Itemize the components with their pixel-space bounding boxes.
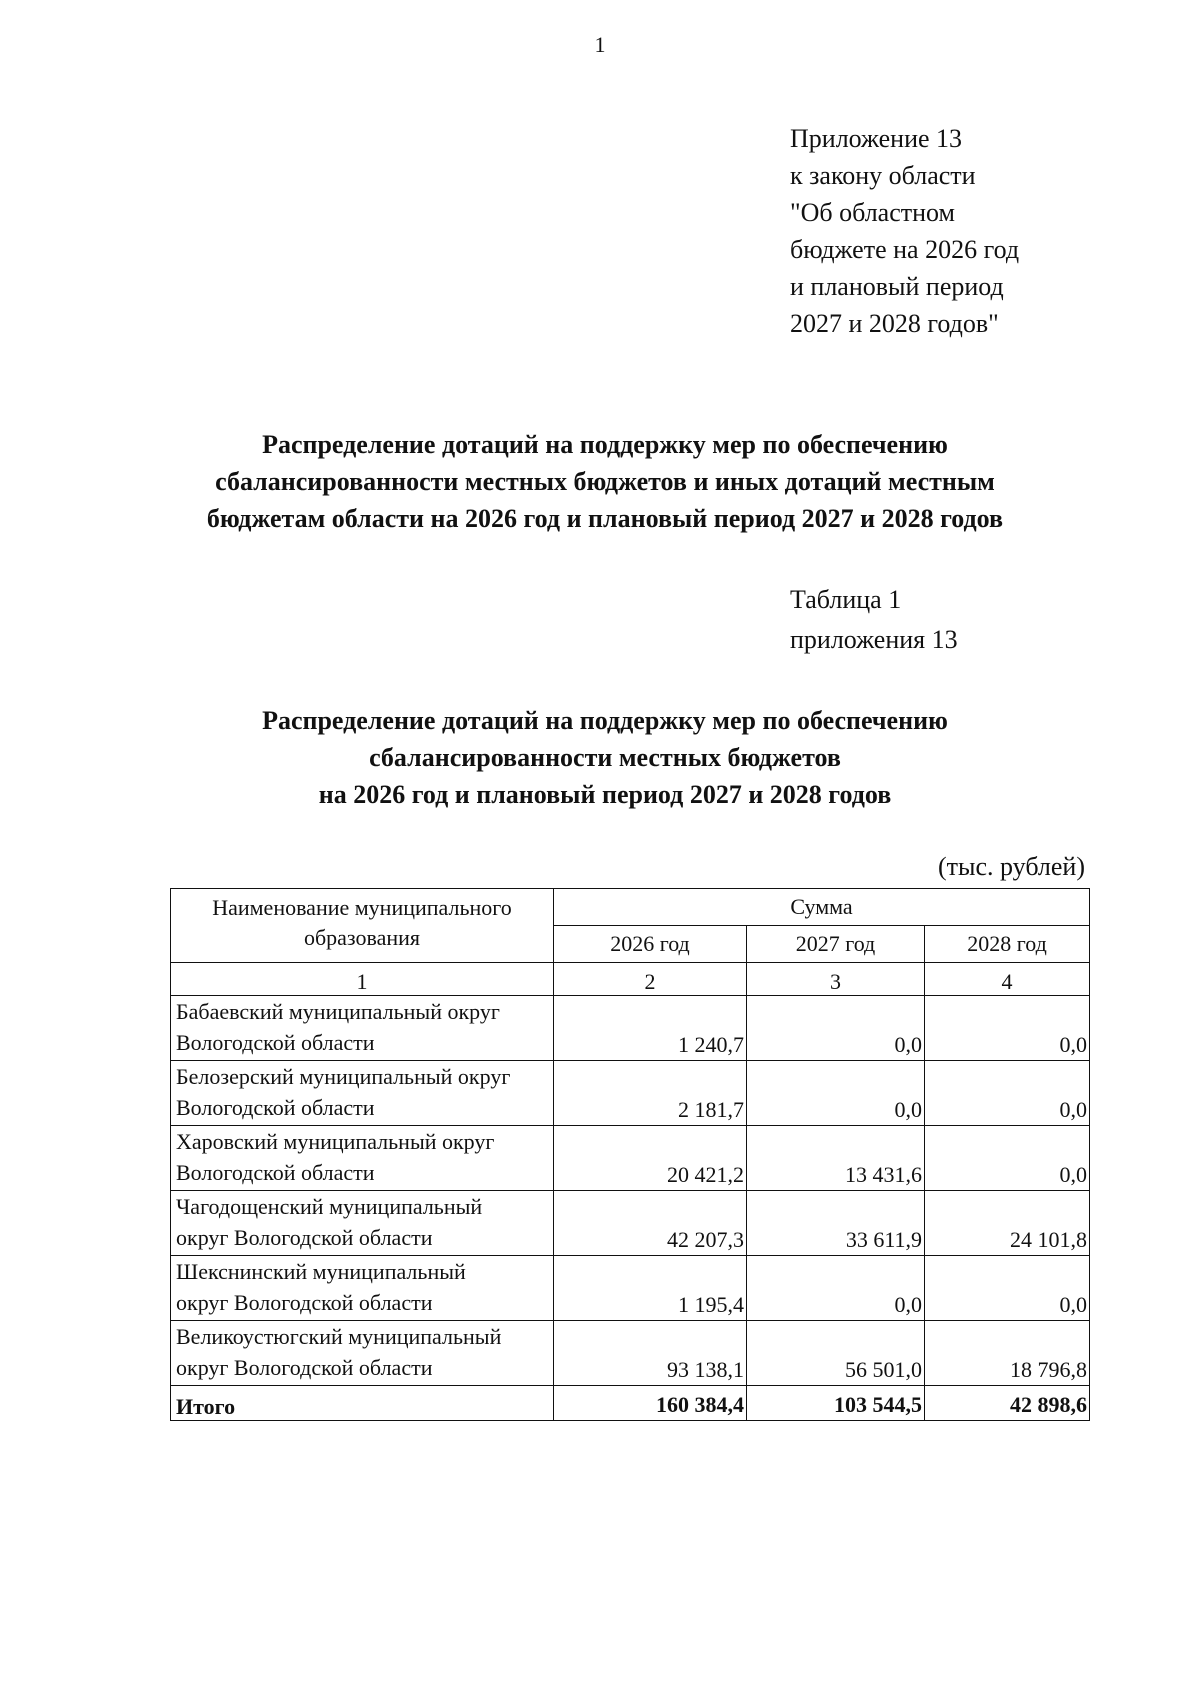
total-2027: 103 544,5 (747, 1386, 925, 1421)
table-header-row (171, 889, 1090, 926)
name-line: Бабаевский муниципальный округ (176, 999, 500, 1024)
name-line: Шекснинский муниципальный (176, 1259, 466, 1284)
name-line: Вологодской области (176, 1160, 375, 1185)
total-2028: 42 898,6 (925, 1386, 1090, 1421)
name-line: Чагодощенский муниципальный (176, 1194, 483, 1219)
name-line: Харовский муниципальный округ (176, 1129, 495, 1154)
table-caption-line: Таблица 1 (790, 585, 902, 614)
value-2028: 0,0 (925, 1061, 1090, 1126)
appendix-line: Приложение 13 (790, 124, 963, 153)
value-2028: 0,0 (925, 1126, 1090, 1191)
table-title-line: на 2026 год и плановый период 2027 и 2028 годов (318, 780, 892, 809)
municipality-name (171, 1321, 554, 1386)
name-line: округ Вологодской области (176, 1355, 433, 1380)
table-title-line: Распределение дотаций на поддержку мер по обеспечению (262, 706, 948, 735)
header-year-2027: 2027 год (747, 926, 925, 963)
units-label: (тыс. рублей) (937, 852, 1085, 881)
column-number: 4 (925, 963, 1090, 996)
value-2027: 0,0 (747, 996, 925, 1061)
table-title-line: сбалансированности местных бюджетов (369, 743, 841, 772)
header-name: Наименование муниципального образования (171, 889, 554, 963)
appendix-line: к закону области (790, 161, 976, 190)
column-number: 2 (554, 963, 747, 996)
appendix-header (790, 120, 1019, 342)
value-2027: 0,0 (747, 1061, 925, 1126)
value-2028: 0,0 (925, 996, 1090, 1061)
header-year-2026: 2026 год (554, 926, 747, 963)
value-2027: 13 431,6 (747, 1126, 925, 1191)
value-2028: 24 101,8 (925, 1191, 1090, 1256)
total-2026: 160 384,4 (554, 1386, 747, 1421)
municipality-name (171, 1061, 554, 1126)
main-title-line: сбалансированности местных бюджетов и иных дотаций местным (215, 467, 995, 496)
municipality-name (171, 1191, 554, 1256)
table-row (171, 1126, 1090, 1191)
value-2028: 18 796,8 (925, 1321, 1090, 1386)
value-2027: 33 611,9 (747, 1191, 925, 1256)
total-row (171, 1386, 1090, 1421)
value-2026: 42 207,3 (554, 1191, 747, 1256)
header-sum: Сумма (554, 889, 1090, 926)
header-year-2028: 2028 год (925, 926, 1090, 963)
main-title (150, 426, 1060, 537)
municipality-name (171, 996, 554, 1061)
table-title (150, 702, 1060, 813)
column-number-row (171, 963, 1090, 996)
name-line: округ Вологодской области (176, 1290, 433, 1315)
main-title-line: Распределение дотаций на поддержку мер по обеспечению (262, 430, 948, 459)
table-row (171, 1256, 1090, 1321)
table-caption (790, 580, 958, 660)
appendix-line: и плановый период (790, 272, 1004, 301)
value-2026: 1 195,4 (554, 1256, 747, 1321)
municipality-name (171, 1126, 554, 1191)
value-2028: 0,0 (925, 1256, 1090, 1321)
appendix-line: 2027 и 2028 годов" (790, 309, 999, 338)
value-2026: 20 421,2 (554, 1126, 747, 1191)
appendix-line: бюджете на 2026 год (790, 235, 1020, 264)
name-line: Белозерский муниципальный округ (176, 1064, 511, 1089)
subsidy-table (170, 888, 1090, 1421)
appendix-line: "Об областном (790, 198, 955, 227)
total-label: Итого (171, 1386, 554, 1421)
name-line: Великоустюгский муниципальный (176, 1324, 502, 1349)
value-2026: 1 240,7 (554, 996, 747, 1061)
column-number: 3 (747, 963, 925, 996)
value-2027: 56 501,0 (747, 1321, 925, 1386)
table-row (171, 1191, 1090, 1256)
value-2026: 93 138,1 (554, 1321, 747, 1386)
table-row (171, 1061, 1090, 1126)
value-2027: 0,0 (747, 1256, 925, 1321)
main-title-line: бюджетам области на 2026 год и плановый период 2027 и 2028 годов (206, 504, 1004, 533)
table-caption-line: приложения 13 (790, 625, 958, 654)
name-line: Вологодской области (176, 1095, 375, 1120)
municipality-name (171, 1256, 554, 1321)
table-row (171, 1321, 1090, 1386)
name-line: округ Вологодской области (176, 1225, 433, 1250)
name-line: Вологодской области (176, 1030, 375, 1055)
page-number: 1 (594, 32, 606, 57)
column-number: 1 (171, 963, 554, 996)
value-2026: 2 181,7 (554, 1061, 747, 1126)
table-row (171, 996, 1090, 1061)
